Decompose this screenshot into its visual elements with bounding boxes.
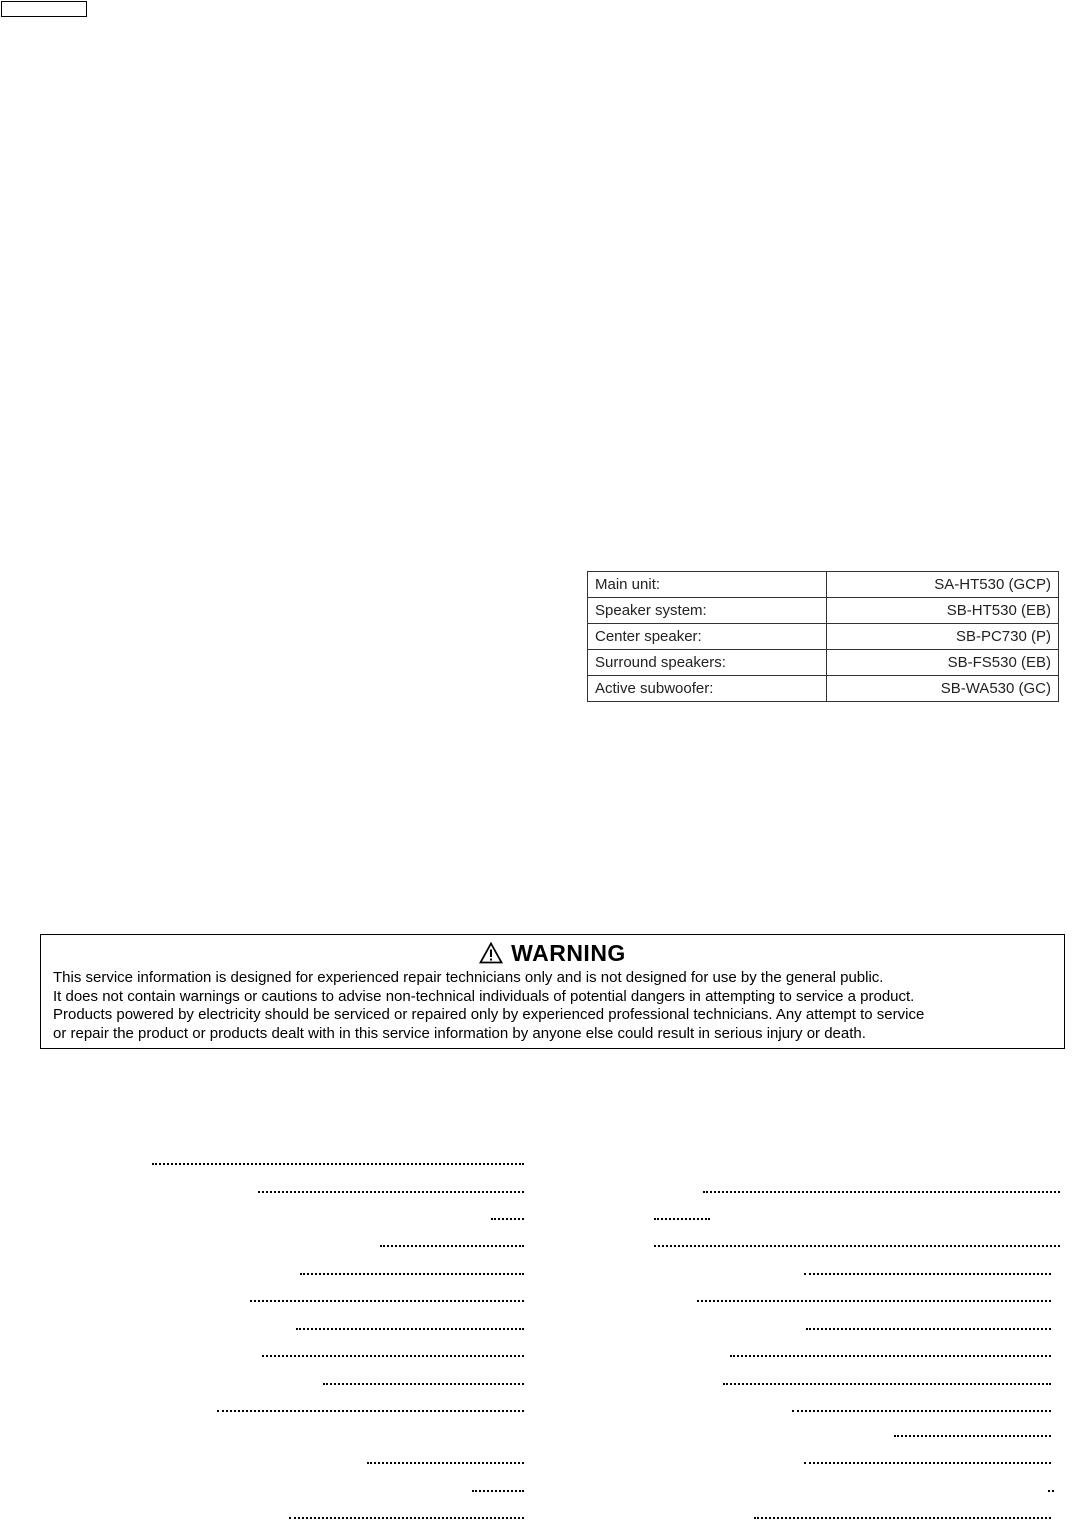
warning-box bbox=[40, 934, 1065, 1049]
model-value: SB-WA530 (GC) bbox=[827, 676, 1059, 702]
toc-dot-leader bbox=[804, 1273, 1051, 1275]
warning-title: WARNING bbox=[511, 940, 626, 966]
model-value: SA-HT530 (GCP) bbox=[827, 572, 1059, 598]
toc-dot-leader bbox=[258, 1191, 524, 1193]
model-value: SB-HT530 (EB) bbox=[827, 598, 1059, 624]
table-row bbox=[588, 676, 1059, 702]
warning-line: Products powered by electricity should be serviced or repaired only by experienced professional technicians. Any attempt to service bbox=[53, 1006, 925, 1023]
model-label: Center speaker: bbox=[588, 624, 827, 650]
toc-dot-leader bbox=[152, 1163, 524, 1165]
toc-dot-leader bbox=[1048, 1490, 1054, 1492]
toc-dot-leader bbox=[250, 1300, 524, 1302]
toc-dot-leader bbox=[703, 1191, 1060, 1193]
toc-dot-leader bbox=[217, 1410, 524, 1412]
toc-dot-leader bbox=[792, 1410, 1051, 1412]
corner-box bbox=[1, 1, 87, 17]
model-label: Main unit: bbox=[588, 572, 827, 598]
table-row bbox=[588, 572, 1059, 598]
table-row bbox=[588, 598, 1059, 624]
model-value: SB-FS530 (EB) bbox=[827, 650, 1059, 676]
warning-line: or repair the product or products dealt with in this service information by anyone else could result in serious injury or death. bbox=[53, 1024, 866, 1042]
toc-dot-leader bbox=[262, 1355, 524, 1357]
toc-dot-leader bbox=[323, 1383, 524, 1385]
model-label: Speaker system: bbox=[588, 598, 827, 624]
warning-triangle-icon bbox=[479, 942, 503, 964]
toc-dot-leader bbox=[697, 1300, 1051, 1302]
toc-dot-leader bbox=[367, 1462, 524, 1464]
toc-dot-leader bbox=[472, 1490, 524, 1492]
model-value: SB-PC730 (P) bbox=[827, 624, 1059, 650]
toc-dot-leader bbox=[804, 1462, 1051, 1464]
warning-heading bbox=[53, 939, 1052, 967]
toc-dot-leader bbox=[723, 1383, 1051, 1385]
toc-dot-leader bbox=[654, 1218, 710, 1220]
toc-dot-leader bbox=[491, 1218, 524, 1220]
toc-dot-leader bbox=[754, 1517, 1051, 1519]
toc-dot-leader bbox=[654, 1245, 1060, 1247]
toc-dot-leader bbox=[730, 1355, 1051, 1357]
toc-dot-leader bbox=[289, 1517, 524, 1519]
toc-dot-leader bbox=[894, 1435, 1051, 1437]
model-label: Surround speakers: bbox=[588, 650, 827, 676]
model-label: Active subwoofer: bbox=[588, 676, 827, 702]
toc-dot-leader bbox=[300, 1273, 524, 1275]
toc-dot-leader bbox=[806, 1328, 1051, 1330]
table-row bbox=[588, 624, 1059, 650]
warning-line: This service information is designed for experienced repair technicians only and is not designed for use by the general public. bbox=[53, 969, 884, 986]
warning-line: It does not contain warnings or cautions to advise non-technical individuals of potential dangers in attempting to service a product. bbox=[53, 987, 915, 1005]
toc-dot-leader bbox=[296, 1328, 524, 1330]
model-table bbox=[587, 571, 1059, 702]
table-row bbox=[588, 650, 1059, 676]
toc-dot-leader bbox=[380, 1245, 524, 1247]
